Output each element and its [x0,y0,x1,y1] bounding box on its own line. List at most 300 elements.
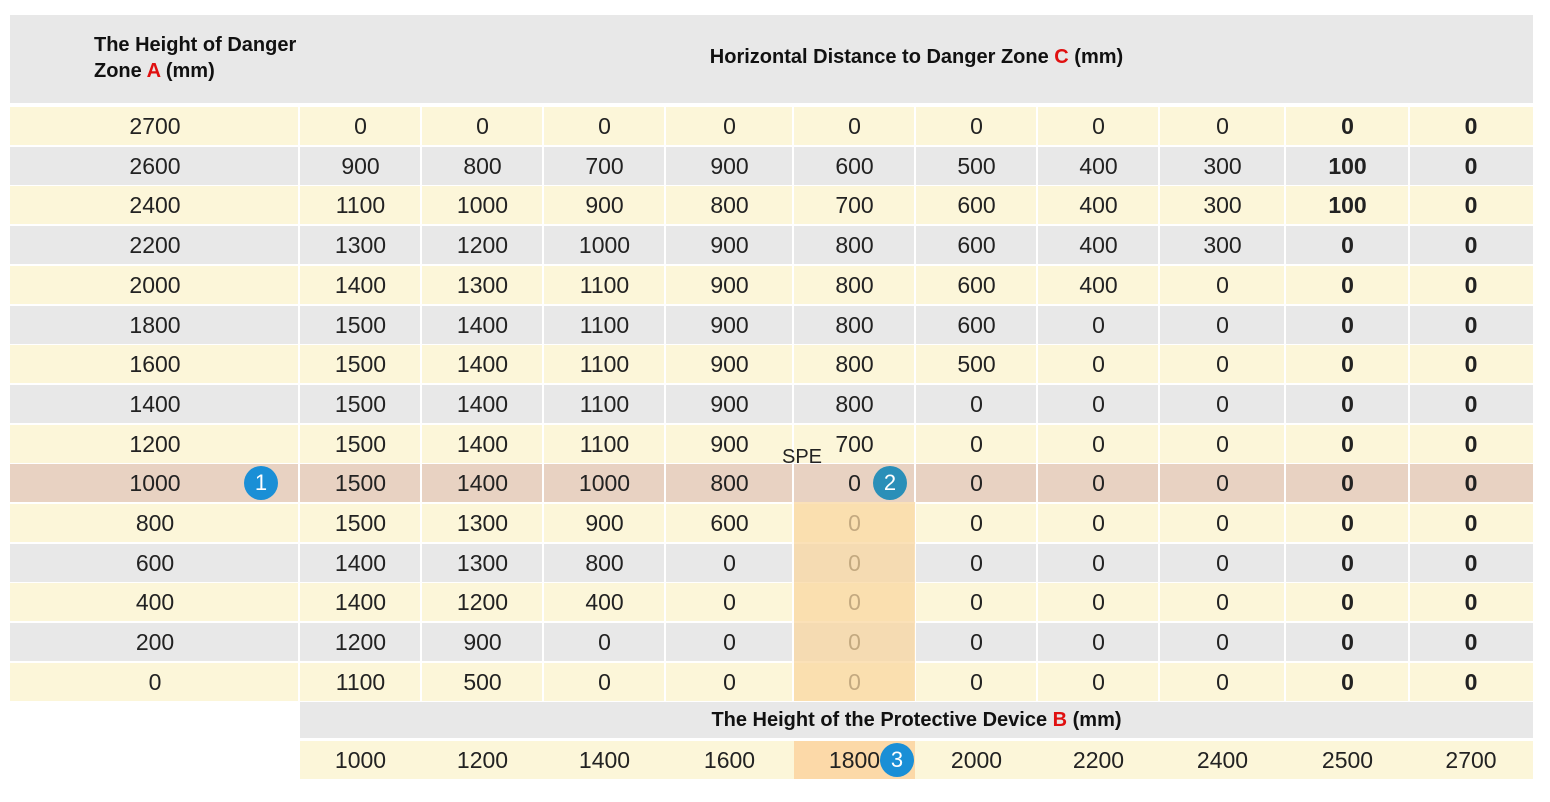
value-cell: 0 [970,550,983,576]
table-row [10,107,1533,145]
value-cell: 0 [1216,589,1229,615]
table-row [10,464,1533,502]
column-separator [914,186,916,224]
value-cell: 900 [710,153,749,179]
value-cell: 0 [1216,272,1229,298]
column-separator [1036,623,1038,661]
column-separator [1036,266,1038,304]
column-separator [1036,544,1038,582]
column-separator [1036,107,1038,145]
column-separator [1408,226,1410,264]
value-cell: 900 [710,232,749,258]
column-separator [664,385,666,423]
value-cell: 0 [1092,510,1105,536]
value-cell: 400 [585,589,624,615]
value-cell: 1500 [334,312,387,338]
column-separator [664,464,666,502]
column-separator [664,544,666,582]
column-separator [1158,464,1160,502]
column-separator [1158,107,1160,145]
value-cell: 700 [835,431,874,457]
value-cell: 0 [598,113,611,139]
column-separator [1158,544,1160,582]
column-separator [542,663,544,701]
value-cell: 400 [1079,192,1118,218]
row-axis-title-line2 [94,58,296,84]
value-cell: 0 [1092,391,1105,417]
row-height-cell: 600 [135,550,175,576]
bottom-value-cell: 1200 [456,747,509,773]
value-cell: 1400 [456,470,509,496]
column-separator [420,266,422,304]
value-cell: 0 [1216,669,1229,695]
table-row [10,306,1533,344]
column-separator [1284,464,1286,502]
column-separator [542,107,544,145]
value-cell: 0 [1341,312,1354,338]
column-separator [420,186,422,224]
value-cell: 1000 [578,232,631,258]
column-separator [1158,186,1160,224]
value-cell: 0 [1216,113,1229,139]
zone-letter-a: A [146,60,161,82]
value-cell: 0 [1464,629,1478,655]
value-cell: 900 [585,192,624,218]
value-cell: 800 [710,470,749,496]
table-row [10,226,1533,264]
value-cell: 0 [1464,470,1478,496]
value-cell: 800 [835,232,874,258]
value-cell: 1200 [456,589,509,615]
value-cell: 1000 [578,470,631,496]
row-axis-title-unit: (mm) [160,60,215,82]
column-separator [1036,186,1038,224]
table-row [10,345,1533,383]
row-height-cell: 2400 [129,192,181,218]
column-separator [792,266,794,304]
value-cell: 0 [970,589,983,615]
column-separator [792,464,794,502]
column-separator [1036,385,1038,423]
column-separator [1036,504,1038,542]
row-height-cell: 2000 [129,272,181,298]
column-separator [914,147,916,185]
column-separator [914,266,916,304]
column-separator [664,504,666,542]
column-separator [1408,306,1410,344]
row-height-cell: 800 [135,510,175,536]
value-cell: 0 [1092,351,1105,377]
value-cell: 1400 [456,312,509,338]
value-cell: 0 [598,669,611,695]
value-cell: 0 [598,629,611,655]
column-separator [1158,385,1160,423]
value-cell: 0 [1464,669,1478,695]
value-cell: 900 [585,510,624,536]
value-cell: 0 [1216,629,1229,655]
row-height-cell: 2600 [129,153,181,179]
column-separator [1284,504,1286,542]
value-cell: 900 [463,629,502,655]
value-cell: 0 [970,391,983,417]
column-separator [1158,147,1160,185]
column-separator [420,464,422,502]
column-separator [542,306,544,344]
column-separator [542,544,544,582]
value-cell: 800 [835,351,874,377]
column-separator [664,425,666,463]
value-cell: 100 [1328,192,1367,218]
column-separator [420,226,422,264]
value-cell: 1400 [334,550,387,576]
value-cell: 600 [835,153,874,179]
column-separator [1036,306,1038,344]
value-cell: 1300 [334,232,387,258]
value-cell: 0 [1216,470,1229,496]
value-cell: 0 [1341,391,1354,417]
column-separator [420,583,422,621]
value-cell: 700 [835,192,874,218]
column-separator [542,147,544,185]
column-separator [1158,425,1160,463]
value-cell: 0 [1216,312,1229,338]
bottom-value-cell: 2400 [1196,747,1249,773]
column-separator [1036,464,1038,502]
value-cell: 0 [1464,272,1478,298]
value-cell: 1100 [579,272,630,298]
column-separator [792,306,794,344]
table-row [10,663,1533,701]
column-separator [664,345,666,383]
value-cell: 0 [1341,510,1354,536]
value-cell: 1100 [335,669,386,695]
column-separator [542,385,544,423]
value-cell: 300 [1203,232,1242,258]
value-cell: 0 [970,510,983,536]
value-cell: 1300 [456,510,509,536]
column-separator [1158,623,1160,661]
value-cell: 0 [723,550,736,576]
column-separator [1036,425,1038,463]
value-cell: 0 [1092,431,1105,457]
spe-label: SPE [782,446,823,468]
value-cell: 0 [1341,232,1354,258]
value-cell: 1000 [456,192,509,218]
column-separator [1158,583,1160,621]
column-axis-title [300,44,1533,70]
value-cell: 500 [957,351,996,377]
value-cell: 1500 [334,391,387,417]
column-axis-title-unit: (mm) [1068,46,1124,68]
value-cell: 0 [970,113,983,139]
value-cell: 0 [1341,550,1354,576]
value-cell: 0 [1216,431,1229,457]
bottom-value-cell: 1400 [578,747,631,773]
column-separator [792,385,794,423]
column-separator [792,345,794,383]
table-row [10,504,1533,542]
column-separator [1036,226,1038,264]
value-cell: 0 [723,669,736,695]
value-cell: 1300 [456,550,509,576]
value-cell: 800 [585,550,624,576]
value-cell: 300 [1203,153,1242,179]
row-height-cell: 1800 [129,312,181,338]
column-separator [1284,345,1286,383]
value-cell: 0 [1464,391,1478,417]
value-cell: 1400 [456,431,509,457]
column-separator [914,385,916,423]
column-axis-title-prefix: Horizontal Distance to Danger Zone [709,46,1055,68]
table-row [10,583,1533,621]
value-cell: 0 [354,113,367,139]
bottom-axis-values [300,741,1533,779]
column-separator [1408,147,1410,185]
column-separator [542,623,544,661]
column-separator [664,226,666,264]
value-cell: 0 [723,113,736,139]
column-separator [542,266,544,304]
column-separator [1036,663,1038,701]
value-cell: 0 [1092,550,1105,576]
column-separator [1284,623,1286,661]
value-cell: 0 [1092,312,1105,338]
column-separator [420,544,422,582]
column-separator [1408,504,1410,542]
column-separator [420,385,422,423]
row-height-cell: 2200 [129,232,181,258]
value-cell: 0 [970,470,983,496]
value-cell: 600 [957,272,996,298]
bottom-axis-title [300,702,1533,738]
column-separator [1408,464,1410,502]
value-cell: 0 [970,431,983,457]
column-separator [542,583,544,621]
column-separator [1408,425,1410,463]
row-height-cell: 200 [135,629,175,655]
table-row [10,266,1533,304]
value-cell: 100 [1328,153,1367,179]
column-separator [792,147,794,185]
value-cell: 0 [848,470,861,496]
column-separator [1408,186,1410,224]
column-separator [1408,345,1410,383]
column-separator [792,186,794,224]
value-cell: 0 [723,589,736,615]
marker-2-icon: 2 [873,466,907,500]
value-cell: 600 [710,510,749,536]
bottom-value-cell: 2200 [1072,747,1125,773]
value-cell: 1100 [335,192,386,218]
value-cell: 0 [1216,351,1229,377]
column-separator [792,107,794,145]
column-separator [914,226,916,264]
row-height-cell: 1000 [129,470,181,496]
value-cell: 600 [957,312,996,338]
value-cell: 700 [585,153,624,179]
column-separator [1036,147,1038,185]
value-cell: 1500 [334,351,387,377]
column-separator [664,623,666,661]
value-cell: 0 [970,629,983,655]
marker-3-icon: 3 [880,743,914,777]
column-separator [1408,385,1410,423]
column-separator [1284,266,1286,304]
value-cell: 400 [1079,232,1118,258]
column-separator [664,583,666,621]
bottom-value-cell: 1000 [334,747,387,773]
column-separator [542,186,544,224]
value-cell: 600 [957,192,996,218]
column-separator [542,464,544,502]
column-separator [792,226,794,264]
value-cell: 0 [1092,669,1105,695]
value-cell: 800 [835,272,874,298]
column-separator [420,504,422,542]
value-cell: 1500 [334,510,387,536]
row-height-cell: 2700 [129,113,181,139]
value-cell: 500 [463,669,502,695]
bottom-axis-title-prefix: The Height of the Protective Device [711,709,1053,731]
value-cell: 500 [957,153,996,179]
marker-1-icon: 1 [244,466,278,500]
column-separator [1284,107,1286,145]
column-separator [420,425,422,463]
column-separator [664,306,666,344]
value-cell: 1200 [334,629,387,655]
column-separator [1284,226,1286,264]
column-separator [420,147,422,185]
value-cell: 0 [1464,351,1478,377]
table-row [10,544,1533,582]
bottom-value-cell: 2000 [950,747,1003,773]
value-cell: 1400 [456,351,509,377]
row-height-cell: 400 [135,589,175,615]
value-cell: 0 [1092,589,1105,615]
value-cell: 0 [1464,113,1478,139]
column-separator [1284,186,1286,224]
value-cell: 0 [1341,431,1354,457]
value-cell: 800 [463,153,502,179]
value-cell: 400 [1079,153,1118,179]
column-separator [1408,663,1410,701]
column-separator [420,663,422,701]
column-separator [1284,147,1286,185]
column-separator [1408,107,1410,145]
value-cell: 0 [1464,232,1478,258]
bottom-value-cell: 2500 [1321,747,1374,773]
table-row [10,623,1533,661]
table-row [10,425,1533,463]
value-cell: 0 [1464,431,1478,457]
value-cell: 900 [710,351,749,377]
column-separator [1158,226,1160,264]
bottom-value-cell: 1600 [703,747,756,773]
column-separator [664,266,666,304]
value-cell: 1400 [456,391,509,417]
value-cell: 400 [1079,272,1118,298]
value-cell: 0 [1464,312,1478,338]
zone-letter-c: C [1054,46,1069,68]
value-cell: 0 [1341,272,1354,298]
column-separator [664,663,666,701]
value-cell: 0 [1341,589,1354,615]
value-cell: 0 [1341,470,1354,496]
value-cell: 0 [1341,669,1354,695]
column-separator [420,306,422,344]
column-separator [1284,306,1286,344]
value-cell: 600 [957,232,996,258]
value-cell: 0 [1464,589,1478,615]
value-cell: 1100 [579,351,630,377]
spe-column-highlight [794,502,915,701]
bottom-axis-title-unit: (mm) [1067,709,1122,731]
value-cell: 1300 [456,272,509,298]
value-cell: 900 [710,312,749,338]
value-cell: 1100 [579,312,630,338]
column-separator [1158,306,1160,344]
value-cell: 1500 [334,431,387,457]
row-height-cell: 1200 [129,431,181,457]
value-cell: 1400 [334,589,387,615]
column-separator [1284,544,1286,582]
value-cell: 1500 [334,470,387,496]
column-separator [1158,345,1160,383]
column-separator [914,107,916,145]
column-separator [542,226,544,264]
table-row [10,385,1533,423]
column-separator [1158,663,1160,701]
value-cell: 900 [710,431,749,457]
value-cell: 0 [1092,629,1105,655]
value-cell: 0 [1341,113,1354,139]
value-cell: 900 [341,153,380,179]
value-cell: 0 [848,113,861,139]
value-cell: 1100 [579,391,630,417]
row-height-cell: 0 [148,669,162,695]
value-cell: 0 [970,669,983,695]
column-separator [914,345,916,383]
value-cell: 1200 [456,232,509,258]
column-separator [914,425,916,463]
row-axis-title [94,32,296,84]
value-cell: 0 [1216,510,1229,536]
value-cell: 0 [476,113,489,139]
value-cell: 0 [1092,470,1105,496]
value-cell: 0 [1341,351,1354,377]
value-cell: 0 [1464,550,1478,576]
value-cell: 900 [710,272,749,298]
column-separator [914,306,916,344]
value-cell: 800 [710,192,749,218]
value-cell: 900 [710,391,749,417]
column-separator [664,107,666,145]
column-separator [1158,266,1160,304]
value-cell: 0 [1216,391,1229,417]
column-separator [1284,663,1286,701]
row-axis-title-prefix: Zone [94,60,147,82]
column-separator [420,107,422,145]
row-height-cell: 1600 [129,351,181,377]
column-separator [1036,345,1038,383]
table-row [10,186,1533,224]
value-cell: 0 [1092,113,1105,139]
column-separator [1408,544,1410,582]
column-separator [1408,623,1410,661]
column-separator [1408,266,1410,304]
column-separator [914,464,916,502]
value-cell: 0 [1216,550,1229,576]
